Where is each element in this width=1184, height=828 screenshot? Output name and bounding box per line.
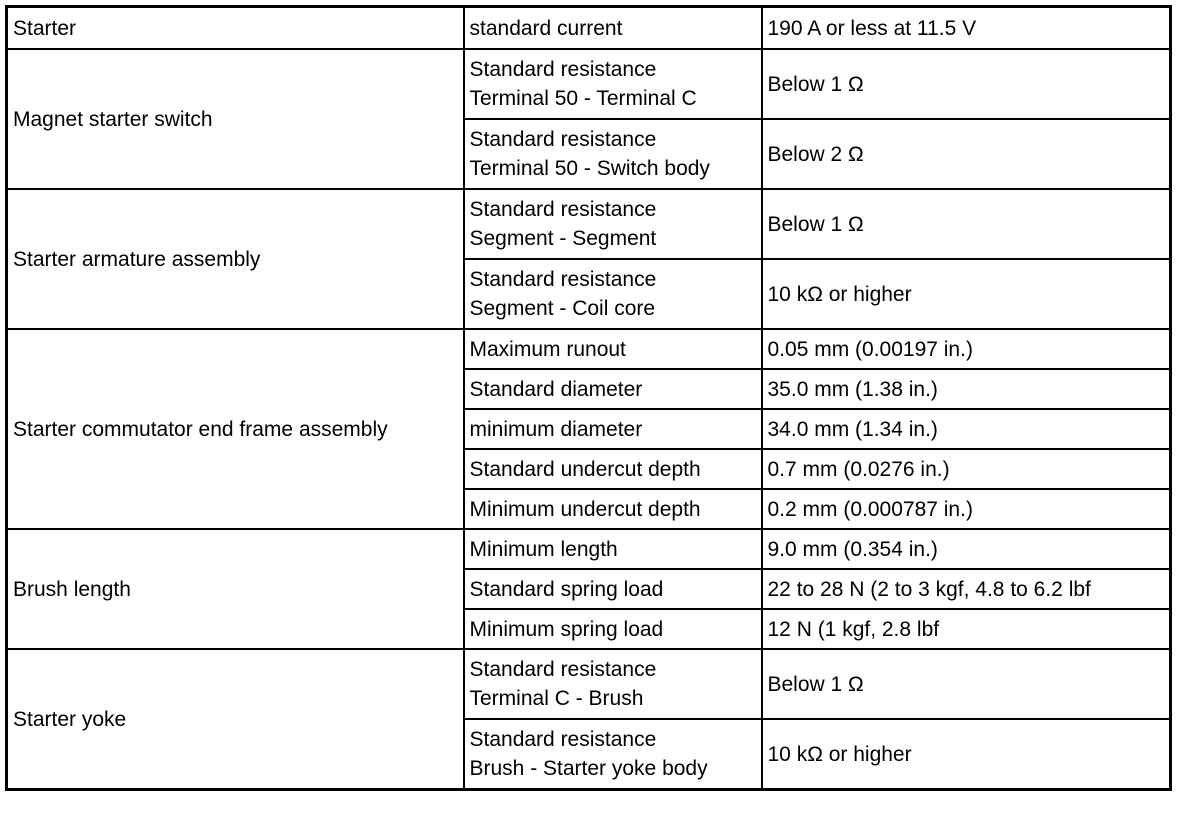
item-line: standard current <box>469 16 623 40</box>
component-cell: Starter commutator end frame assembly <box>7 329 464 529</box>
item-cell <box>464 409 762 449</box>
item-line: Brush - Starter yoke body <box>469 757 708 780</box>
item-line: Standard resistance <box>469 58 657 81</box>
value-cell: 34.0 mm (1.34 in.) <box>762 409 1171 449</box>
value-cell: 12 N (1 kgf, 2.8 lbf <box>762 609 1171 649</box>
component-cell: Starter yoke <box>7 649 464 790</box>
item-line: Minimum spring load <box>469 617 664 641</box>
value-cell: 9.0 mm (0.354 in.) <box>762 529 1171 569</box>
component-cell: Starter armature assembly <box>7 189 464 329</box>
table-row <box>7 649 1171 719</box>
item-cell <box>464 119 762 189</box>
item-line: Standard resistance <box>469 128 657 151</box>
component-cell: Magnet starter switch <box>7 49 464 189</box>
item-line: Maximum runout <box>469 337 626 361</box>
item-cell <box>464 7 762 50</box>
item-line: minimum diameter <box>469 417 643 441</box>
value-cell: 10 kΩ or higher <box>762 719 1171 790</box>
table-row <box>7 7 1171 50</box>
item-line: Standard diameter <box>469 377 643 401</box>
item-line: Minimum length <box>469 537 618 561</box>
item-cell <box>464 369 762 409</box>
value-cell: Below 1 Ω <box>762 649 1171 719</box>
value-cell: Below 1 Ω <box>762 189 1171 259</box>
item-line: Standard resistance <box>469 728 657 751</box>
item-cell <box>464 649 762 719</box>
item-cell <box>464 489 762 529</box>
item-cell <box>464 719 762 790</box>
item-line: Minimum undercut depth <box>469 497 701 521</box>
component-cell: Starter <box>7 7 464 50</box>
item-line: Standard resistance <box>469 268 657 291</box>
component-cell: Brush length <box>7 529 464 649</box>
item-line: Terminal C - Brush <box>469 687 644 710</box>
item-cell <box>464 49 762 119</box>
item-cell <box>464 609 762 649</box>
item-line: Terminal 50 - Terminal C <box>469 87 697 110</box>
item-line: Standard resistance <box>469 198 657 221</box>
item-cell <box>464 529 762 569</box>
table-row <box>7 329 1171 369</box>
item-cell <box>464 329 762 369</box>
item-cell <box>464 569 762 609</box>
value-cell: Below 2 Ω <box>762 119 1171 189</box>
table-row <box>7 49 1171 119</box>
value-cell: 0.2 mm (0.000787 in.) <box>762 489 1171 529</box>
item-cell <box>464 449 762 489</box>
value-cell: 0.05 mm (0.00197 in.) <box>762 329 1171 369</box>
item-cell <box>464 189 762 259</box>
item-cell <box>464 259 762 329</box>
value-cell: 35.0 mm (1.38 in.) <box>762 369 1171 409</box>
value-cell: 0.7 mm (0.0276 in.) <box>762 449 1171 489</box>
item-line: Segment - Coil core <box>469 297 656 320</box>
item-line: Standard spring load <box>469 577 664 601</box>
table-row <box>7 189 1171 259</box>
starter-spec-table <box>5 5 1172 791</box>
value-cell: 190 A or less at 11.5 V <box>762 7 1171 50</box>
value-cell: Below 1 Ω <box>762 49 1171 119</box>
item-line: Standard resistance <box>469 658 657 681</box>
item-line: Terminal 50 - Switch body <box>469 157 710 180</box>
value-cell: 10 kΩ or higher <box>762 259 1171 329</box>
table-row <box>7 529 1171 569</box>
value-cell: 22 to 28 N (2 to 3 kgf, 4.8 to 6.2 lbf <box>762 569 1171 609</box>
item-line: Segment - Segment <box>469 227 657 250</box>
item-line: Standard undercut depth <box>469 457 701 481</box>
